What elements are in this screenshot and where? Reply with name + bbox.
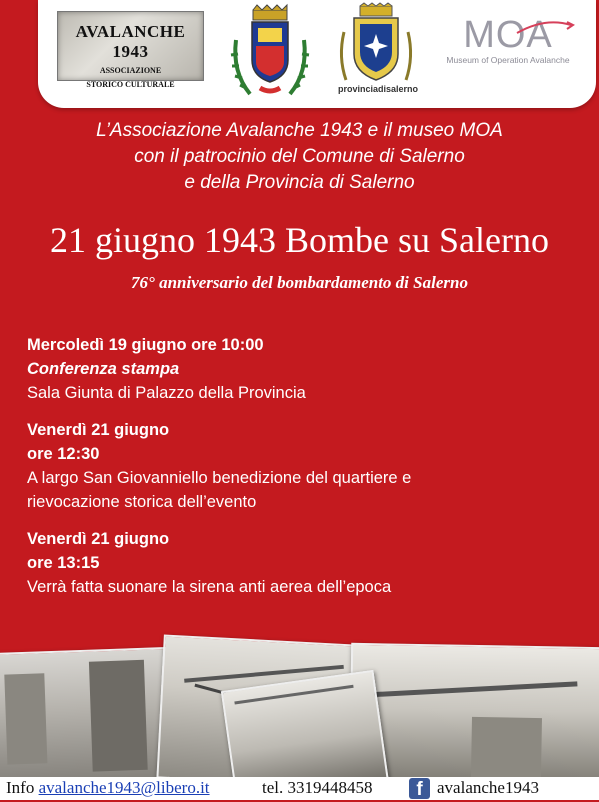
- event-item: [27, 333, 587, 405]
- intro-line-3: e della Provincia di Salerno: [184, 172, 415, 193]
- avalanche-1943-logo: [57, 11, 204, 89]
- footer-info: [6, 778, 210, 798]
- intro-text: [0, 118, 599, 196]
- moa-logo-caption: Museum of Operation Avalanche: [446, 55, 570, 65]
- historical-photo: [349, 643, 599, 780]
- moa-logo-name: MOA: [463, 14, 553, 56]
- event-item: [27, 418, 587, 514]
- event-item: [27, 527, 587, 599]
- avalanche-logo-line2: STORICO CULTURALE: [86, 80, 175, 89]
- avalanche-logo-line1: ASSOCIAZIONE: [99, 66, 162, 75]
- historical-photo-collage: [0, 620, 599, 780]
- event-description: Verrà fatta suonare la sirena anti aerea dell’epoca: [27, 578, 392, 596]
- provincia-caption: provinciadisalerno: [338, 84, 419, 94]
- event-title: Conferenza stampa: [27, 360, 180, 378]
- phone-number: tel. 3319448458: [262, 778, 373, 797]
- moa-arrow-icon: [515, 21, 575, 35]
- intro-line-1: L’Associazione Avalanche 1943 e il museo MOA: [96, 120, 503, 141]
- footer-contact-bar: [0, 777, 599, 800]
- event-list: [27, 333, 587, 612]
- page-subtitle: 76° anniversario del bombardamento di Salerno: [131, 273, 468, 292]
- event-location: Sala Giunta di Palazzo della Provincia: [27, 384, 306, 402]
- provincia-di-salerno-crest: [336, 2, 419, 102]
- facebook-icon[interactable]: f: [409, 778, 430, 799]
- moa-museum-logo: [433, 15, 583, 85]
- intro-line-2: con il patrocinio del Comune di Salerno: [134, 146, 465, 167]
- logo-bar: [38, 0, 596, 108]
- event-time: ore 12:30: [27, 445, 100, 463]
- event-description-cont: rievocazione storica dell’evento: [27, 493, 257, 511]
- event-date: Venerdì 21 giugno: [27, 530, 170, 548]
- event-time: ore 13:15: [27, 554, 100, 572]
- event-description: A largo San Giovanniello benedizione del quartiere e: [27, 469, 412, 487]
- email-link[interactable]: avalanche1943@libero.it: [38, 778, 210, 797]
- facebook-handle[interactable]: avalanche1943: [437, 778, 539, 797]
- avalanche-logo-title: AVALANCHE 1943: [75, 22, 186, 61]
- comune-di-salerno-crest: [220, 2, 320, 102]
- page-title: 21 giugno 1943 Bombe su Salerno: [50, 220, 549, 260]
- event-date: Mercoledì 19 giugno ore 10:00: [27, 336, 264, 354]
- historical-photo: [0, 647, 170, 780]
- event-date: Venerdì 21 giugno: [27, 421, 170, 439]
- info-label: Info: [6, 778, 35, 797]
